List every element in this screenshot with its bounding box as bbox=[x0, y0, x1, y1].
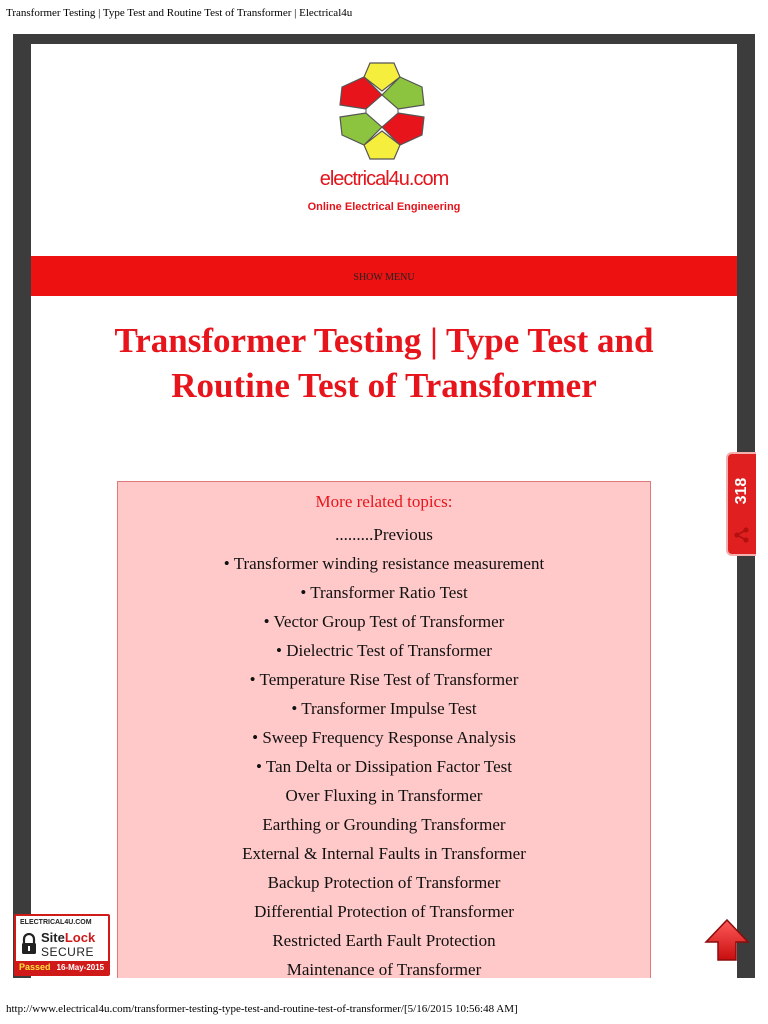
page-content bbox=[31, 44, 737, 978]
related-link[interactable]: • Sweep Frequency Response Analysis bbox=[252, 728, 516, 747]
list-item bbox=[118, 955, 650, 978]
related-topics-list bbox=[118, 520, 650, 978]
related-link-previous[interactable]: .........Previous bbox=[335, 525, 433, 544]
related-link[interactable]: Earthing or Grounding Transformer bbox=[262, 815, 506, 834]
sitelock-secure-label: SECURE bbox=[41, 945, 95, 959]
sitelock-date: 16-May-2015 bbox=[56, 963, 105, 972]
list-item bbox=[118, 897, 650, 926]
list-item bbox=[118, 636, 650, 665]
related-link[interactable]: Restricted Earth Fault Protection bbox=[272, 931, 496, 950]
related-link[interactable]: • Temperature Rise Test of Transformer bbox=[249, 670, 519, 689]
list-item bbox=[118, 868, 650, 897]
related-link[interactable]: Over Fluxing in Transformer bbox=[285, 786, 483, 805]
list-item bbox=[118, 810, 650, 839]
share-count-tab[interactable] bbox=[726, 452, 756, 556]
arrow-up-icon[interactable] bbox=[704, 918, 750, 962]
related-link[interactable]: • Dielectric Test of Transformer bbox=[276, 641, 492, 660]
share-count: 318 bbox=[733, 477, 750, 505]
list-item bbox=[118, 665, 650, 694]
list-item bbox=[118, 520, 650, 549]
list-item bbox=[118, 839, 650, 868]
sitelock-site-word: Site bbox=[41, 930, 65, 945]
site-header bbox=[31, 44, 737, 244]
sitelock-status: Passed bbox=[19, 962, 51, 972]
related-link[interactable]: • Transformer Impulse Test bbox=[291, 699, 477, 718]
related-link[interactable]: • Transformer winding resistance measurement bbox=[223, 554, 545, 573]
list-item bbox=[118, 549, 650, 578]
related-link[interactable]: External & Internal Faults in Transformer bbox=[242, 844, 526, 863]
list-item bbox=[118, 694, 650, 723]
list-item bbox=[118, 781, 650, 810]
sitelock-domain: ELECTRICAL4U.COM bbox=[20, 919, 92, 926]
related-topics-heading: More related topics: bbox=[315, 492, 453, 511]
list-item bbox=[118, 752, 650, 781]
sitelock-logo-text bbox=[41, 930, 95, 945]
page-frame bbox=[13, 34, 755, 978]
related-link[interactable]: • Vector Group Test of Transformer bbox=[263, 612, 505, 631]
page-title: Transformer Testing | Type Test and Routine Test of Transformer bbox=[114, 321, 654, 405]
site-name[interactable]: electrical4u.com bbox=[319, 168, 449, 190]
list-item bbox=[118, 926, 650, 955]
related-topics-box bbox=[117, 481, 651, 978]
list-item bbox=[118, 578, 650, 607]
related-link[interactable]: Differential Protection of Transformer bbox=[254, 902, 514, 921]
related-link[interactable]: • Transformer Ratio Test bbox=[300, 583, 468, 602]
related-link[interactable]: Backup Protection of Transformer bbox=[267, 873, 501, 892]
sitelock-badge[interactable] bbox=[14, 914, 110, 976]
list-item bbox=[118, 607, 650, 636]
sitelock-status-bar bbox=[16, 961, 108, 974]
print-footer-url: http://www.electrical4u.com/transformer-testing-type-test-and-routine-test-of-transformer/[5/16/2015 10:56:48 AM] bbox=[6, 1003, 518, 1015]
list-item bbox=[118, 723, 650, 752]
share-icon bbox=[733, 526, 751, 544]
show-menu-label: SHOW MENU bbox=[353, 272, 415, 283]
logo-icon[interactable] bbox=[336, 61, 428, 161]
padlock-icon bbox=[21, 933, 37, 955]
related-link[interactable]: Maintenance of Transformer bbox=[286, 960, 482, 978]
site-tagline: Online Electrical Engineering bbox=[307, 201, 461, 213]
show-menu-button[interactable] bbox=[31, 256, 737, 296]
sitelock-lock-word: Lock bbox=[64, 930, 96, 945]
print-header: Transformer Testing | Type Test and Routine Test of Transformer | Electrical4u bbox=[6, 7, 353, 19]
related-link[interactable]: • Tan Delta or Dissipation Factor Test bbox=[255, 757, 512, 776]
